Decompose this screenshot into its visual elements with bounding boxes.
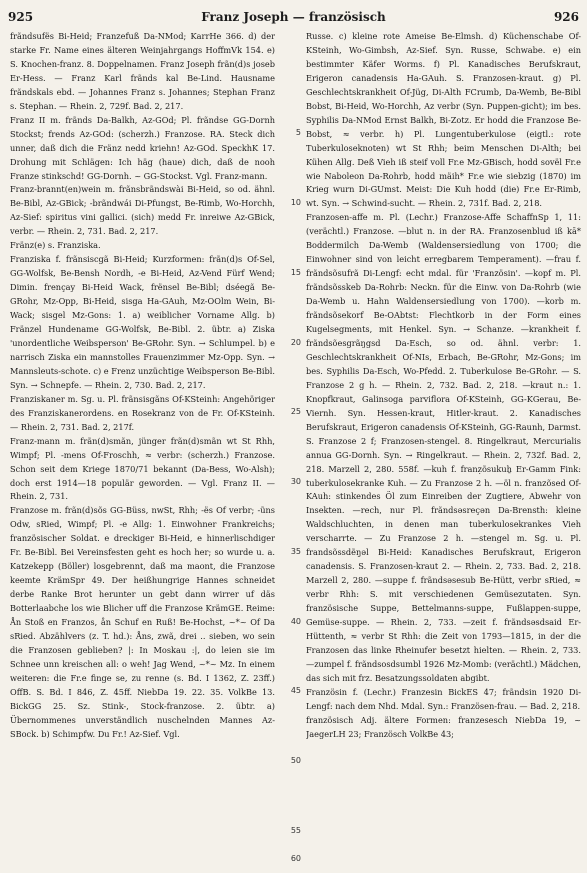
line-number: 55 — [290, 826, 301, 835]
left-page-number: 925 — [8, 10, 34, 24]
running-title: Franz Joseph — französisch — [201, 10, 386, 24]
entry-paragraph: Russe. c) kleine rote Ameise Be-Elmsh. d) Küchenschabe Of-KSteinh, Wo-Gimbsh, Az-Sief. Syn. Russe, Schwabe. e) ein bestimmter Käfer Worms. f) Pl. Kanadisches Berufskraut, Erigeron canadensis Ha-GAuh. S. Franzosen-kraut. g) Pl. Geschlechtskrankheit Of-Jüg, Di-Alth FCrumb, Da-Wemb, Be-Bibl Bobst, Bi-Heid, Wo-Horchh, Az verbr (Syn. Puppen-gicht); im bes. Syphilis Da-NMod Ernst Balkh, Bi-Zotz. Er hodd die Franzose Be-Bobst, ≈ verbr. h) Pl. Lungentuberkulose (eigtl.: rote Tuberkuloseknoten) wt St Rhh; beim Menschen Di-Alth; bei Kühen Allg. Deß Vieh iß steif voll Fr.e Mz-GBisch, hodd sovël Fr.e wie Naboleon Da-Rohrb, hodd mäih* Fr.e wie siebzig (1870) im Krieg wurn Di-GUmst. Meist: Die Kuh hodd (die) Fr.e Er-Rimb, wt. Syn. → Schwind-sucht. — Rhein. 2, 731f. Bad. 2, 218. — [306, 31, 581, 209]
entry-paragraph: Franz II m. frãnds Da-Balkh, Az-GOd; Pl. frãndse GG-Dornh Stockst; frends Az-GOd: (scherzh.) Franzose. RA. Steck dich unner, daß dich die Fränz nedd kriehn! Az-GOd. SpeckhK 17. Drohung mit Schlägen: Ich häg (haue) dich, daß de nooh Franze stinkschd! GG-Dornh. ~ GG-Stockst. Vgl. Franz-mann. — [10, 114, 275, 181]
line-number: 50 — [290, 756, 301, 765]
page-header — [8, 6, 579, 28]
line-number: 5 — [295, 128, 301, 137]
right-column — [306, 30, 581, 868]
entry-paragraph: Franz-mann m. frãn(d)smãn, jünger frãn(d)smãn wt St Rhh, Wimpf; Pl. -mens Of-Froschh, ≈ verbr: (scherzh.) Franzose. Schon seit dem Kriege 1870/71 bekannt (Da-Bess, Wo-Alsh); doch erst 1914—18 populär geworden. — Vgl. Franz II. — Rhein. 2, 731. — [10, 435, 275, 502]
entry-paragraph: Franziska f. frãnsiscgã Bi-Heid; Kurzformen: frãn(d)s Of-Sel, GG-Wolfsk, Be-Bensh Nordh, -e Bi-Heid, Az-Vend Fürf Wend; Dimin. frençay Bi-Heid Wack, frënsel Be-Bibl; dséegã Be-GRohr, Mz-Opp, Bi-Heid, sisga Ha-GAuh, Mz-OOlm Wein, Bi-Wack; sisgel Mz-Gons: 1. a) weiblicher Vorname Allg. b) Fränzel Hundename GG-Wolfsk, Be-Bibl. 2. übtr. a) Ziska 'unordentliche Weibsperson' Be-GRohr. Syn. → Schlumpel. b) e narrisch Ziska ein mannstolles Frauenzimmer Mz-Opp. Syn. → Mannsleuts-schote. c) e Frenz unzüchtige Weibsperson Be-Bibl. Syn. → Schnepfe. — Rhein. 2, 730. Bad. 2, 217. — [10, 254, 275, 390]
right-page-number: 926 — [553, 10, 579, 24]
line-number: 10 — [290, 198, 301, 207]
entry-paragraph: französisch Adj. ältere Formen: franzesesch NiebDa 19, ~ JaegerLH 23; Französch VolkBe 43; — [306, 714, 581, 739]
entry-paragraph: Französin f. (Lechr.) Franzesin BickES 47; frãndsin 1920 Di-Lengf: nach dem Nhd. Mdal. Syn.: Französen-frau. — Bad. 2, 218. — [306, 686, 581, 711]
entry-paragraph: frãndsufës Bi-Heid; Franzefuß Da-NMod; KarrHe 366. d) der starke Fr. Name eines älteren Weinjahrgangs HoffmVk 154. e) S. Knochen-franz. 8. Doppelnamen. Franz Joseph frãn(d)s joseb Er-Hess. — Franz Karl frãnds kal Be-Lind. Hausname frãndskals ebd. — Johannes Franz s. Johannes; Stephan Franz s. Stephan. — Rhein. 2, 729f. Bad. 2, 217. — [10, 31, 275, 111]
entry-paragraph: Franziskaner m. Sg. u. Pl. frãnsisgãns Of-KSteinh: Angehöriger des Franziskanerordens. en Rosekranz von de Fr. Of-KSteinh. — Rhein. 2, 731. Bad. 2, 217f. — [10, 393, 275, 432]
entry-paragraph: Franz-brannt(en)wein m. frãnsbrãndswài Bi-Heid, so od. ähnl. Be-Bibl, Az-GBick; -brãndwái Di-Pfungst, Be-Rimb, Wo-Horchh, Az-Sief: spiritus vini gallici. (sich) medd Fr. inreiwe Az-GBick, verbr. — Rhein. 2, 731. Bad. 2, 217. — [10, 184, 275, 237]
line-number: 15 — [290, 268, 301, 277]
line-number: 30 — [290, 477, 301, 486]
line-number: 25 — [290, 407, 301, 416]
line-number: 60 — [290, 854, 301, 863]
line-number-gutter — [281, 30, 303, 868]
entry-paragraph: Fränz(e) s. Franziska. — [10, 240, 101, 251]
entry-paragraph: Franzosen-affe m. Pl. (Lechr.) Franzose-Affe SchaffnSp 1, 11: (verächtl.) Franzose. —blut n. in der RA. Franzosenblud iß kā* Boddermilch Da-Wemb (Waldensersiedlung von 1700; die Einwohner sind von leicht erregbarem Temperament). —frau f. frãndsõsufrã Di-Lengf: echt mdal. für 'Französin'. —kopf m. Pl. frãndsõsskeb Da-Rohrb: Neckn. für die Einw. von Da-Rohrb (wie Da-Wemb u. Hahn Waldensersiedlung von 1700). —korb m. frãndsõsekorf Be-OAbtst: Flechtkorb in der Form eines Kugelsegments, mit Henkel. Syn. → Schanze. —krankheit f. frãndsõesgrãŋgsd Da-Esch, so od. ähnl. verbr: 1. Geschlechtskrankheit Of-NIs, Erbach, Be-GRohr, Mz-Gons; im bes. Syphilis Da-Esch, Wo-Pfedd. 2. Tuberkulose Be-GRohr. — S. Franzose 2 g h. — Rhein. 2, 732. Bad. 2, 218. —kraut n.: 1. Knopfkraut, Galinsoga parviflora Of-KSteinh, GG-KGerau, Be-Viernh. Syn. Hessen-kraut, Hitler-kraut. 2. Kanadisches Berufskraut, Erigeron canadensis Of-KSteinh, GG-Raunh, Darmst. S. Franzose 2 f; Franzosen-stengel. 8. Ringelkraut, Mercurialis annua GG-Dornh. Syn. → Ringelkraut. — Rhein. 2, 732f. Bad. 2, 218. Marzell 2, 280. 558f. —kuh f. franẓõsukuẖ Er-Gamm Fink: tuberkulosekranke Kuh. — Zu Franzose 2 h. —öl n. franzõsed Of-KAuh: stinkendes Öl zum Einreiben der Zugtiere, Abwehr von Insekten. —rech, nur Pl. frãndsəsreçən Da-Brensth: kleine Waldschluchten, in denen man tuberkulosekrankes Vieh verscharrte. — Zu Franzose 2 h. —stengel m. Sg. u. Pl. frandsõssdẽŋəl Bi-Heid: Kanadisches Berufskraut, Erigeron canadensis. S. Franzosen-kraut 2. — Rhein. 2, 733. Bad. 2, 218. Marzell 2, 280. —suppe f. frãndsəsesub Be-Hütt, verbr sRied, ≈ verbr Rhh: S. mit verschiedenen Gemüsezutaten. Syn. französische Suppe, Bettelmanns-suppe, Fußlappen-suppe, Gemüse-suppe. — Rhein. 2, 733. —zeit f. frãndsəsdsaid Er-Hüttenth, ≈ verbr St Rhh: die Zeit von 1793—1815, in der die Franzosen das linke Rheinufer besetzt hielten. — Rhein. 2, 733. —zumpel f. frãndsosdsumbl 1926 Mz-Momb: (verächtl.) Mädchen, das sich mit frz. Besatzungssoldaten abgibt. — [306, 212, 581, 683]
line-number: 35 — [290, 547, 301, 556]
line-number: 45 — [290, 686, 301, 695]
line-number: 20 — [290, 338, 301, 347]
entry-paragraph: Franzose m. frãn(d)sõs GG-Büss, nwSt, Rhh; -ës Of verbr; -ũns Odw, sRied, Wimpf; Pl. -e Allg: 1. Einwohner Frankreichs; französischer Soldat. e dreckiger Bi-Heid, e hinnerlischdiger Fr. Be-Bibl. Bei Vereinsfesten geht es hoch her; so wurde u. a. Katzekepp (Böller) losgebrennt, daß ma maont, die Franzose keemte KrämSpr 49. Der heißhungrige Hannes schneidet derbe Ranke Brot herunter un gebt dann wirrer uf däs Botterlaabche los wie Blicher uff die Franzose KrämGE. Reime: Ån Stoß en Franzos, ån Schuf en Ruß! Be-Hochst, ~*~ Of Da sRied. Abzählvers (z. T. hd.): Åns, zwã, drei .. sieben, wo sein die Franzosen geblieben? |: In Moskau :|, do leien sie im Schnee unn kreischen all: o weh! Jag Wend, ~*~ Mz. In einem weiteren: die Fr.e finge se, zu renne (s. Bd. I 1362, Z. 23ff.) OffB. S. Bd. I 846, Z. 45ff. NiebDa 19. 22. 35. VolkBe 13. BickGG 25. Sz. Stink-, Stock-franzose. 2. übtr. a) Übernommenes unverständlich nuschelnden Mannes Az-SBock. b) Schimpfw. Du Fr.! Az-Sief. Vgl. — [10, 505, 275, 739]
line-number: 40 — [290, 617, 301, 626]
left-column — [10, 30, 275, 868]
